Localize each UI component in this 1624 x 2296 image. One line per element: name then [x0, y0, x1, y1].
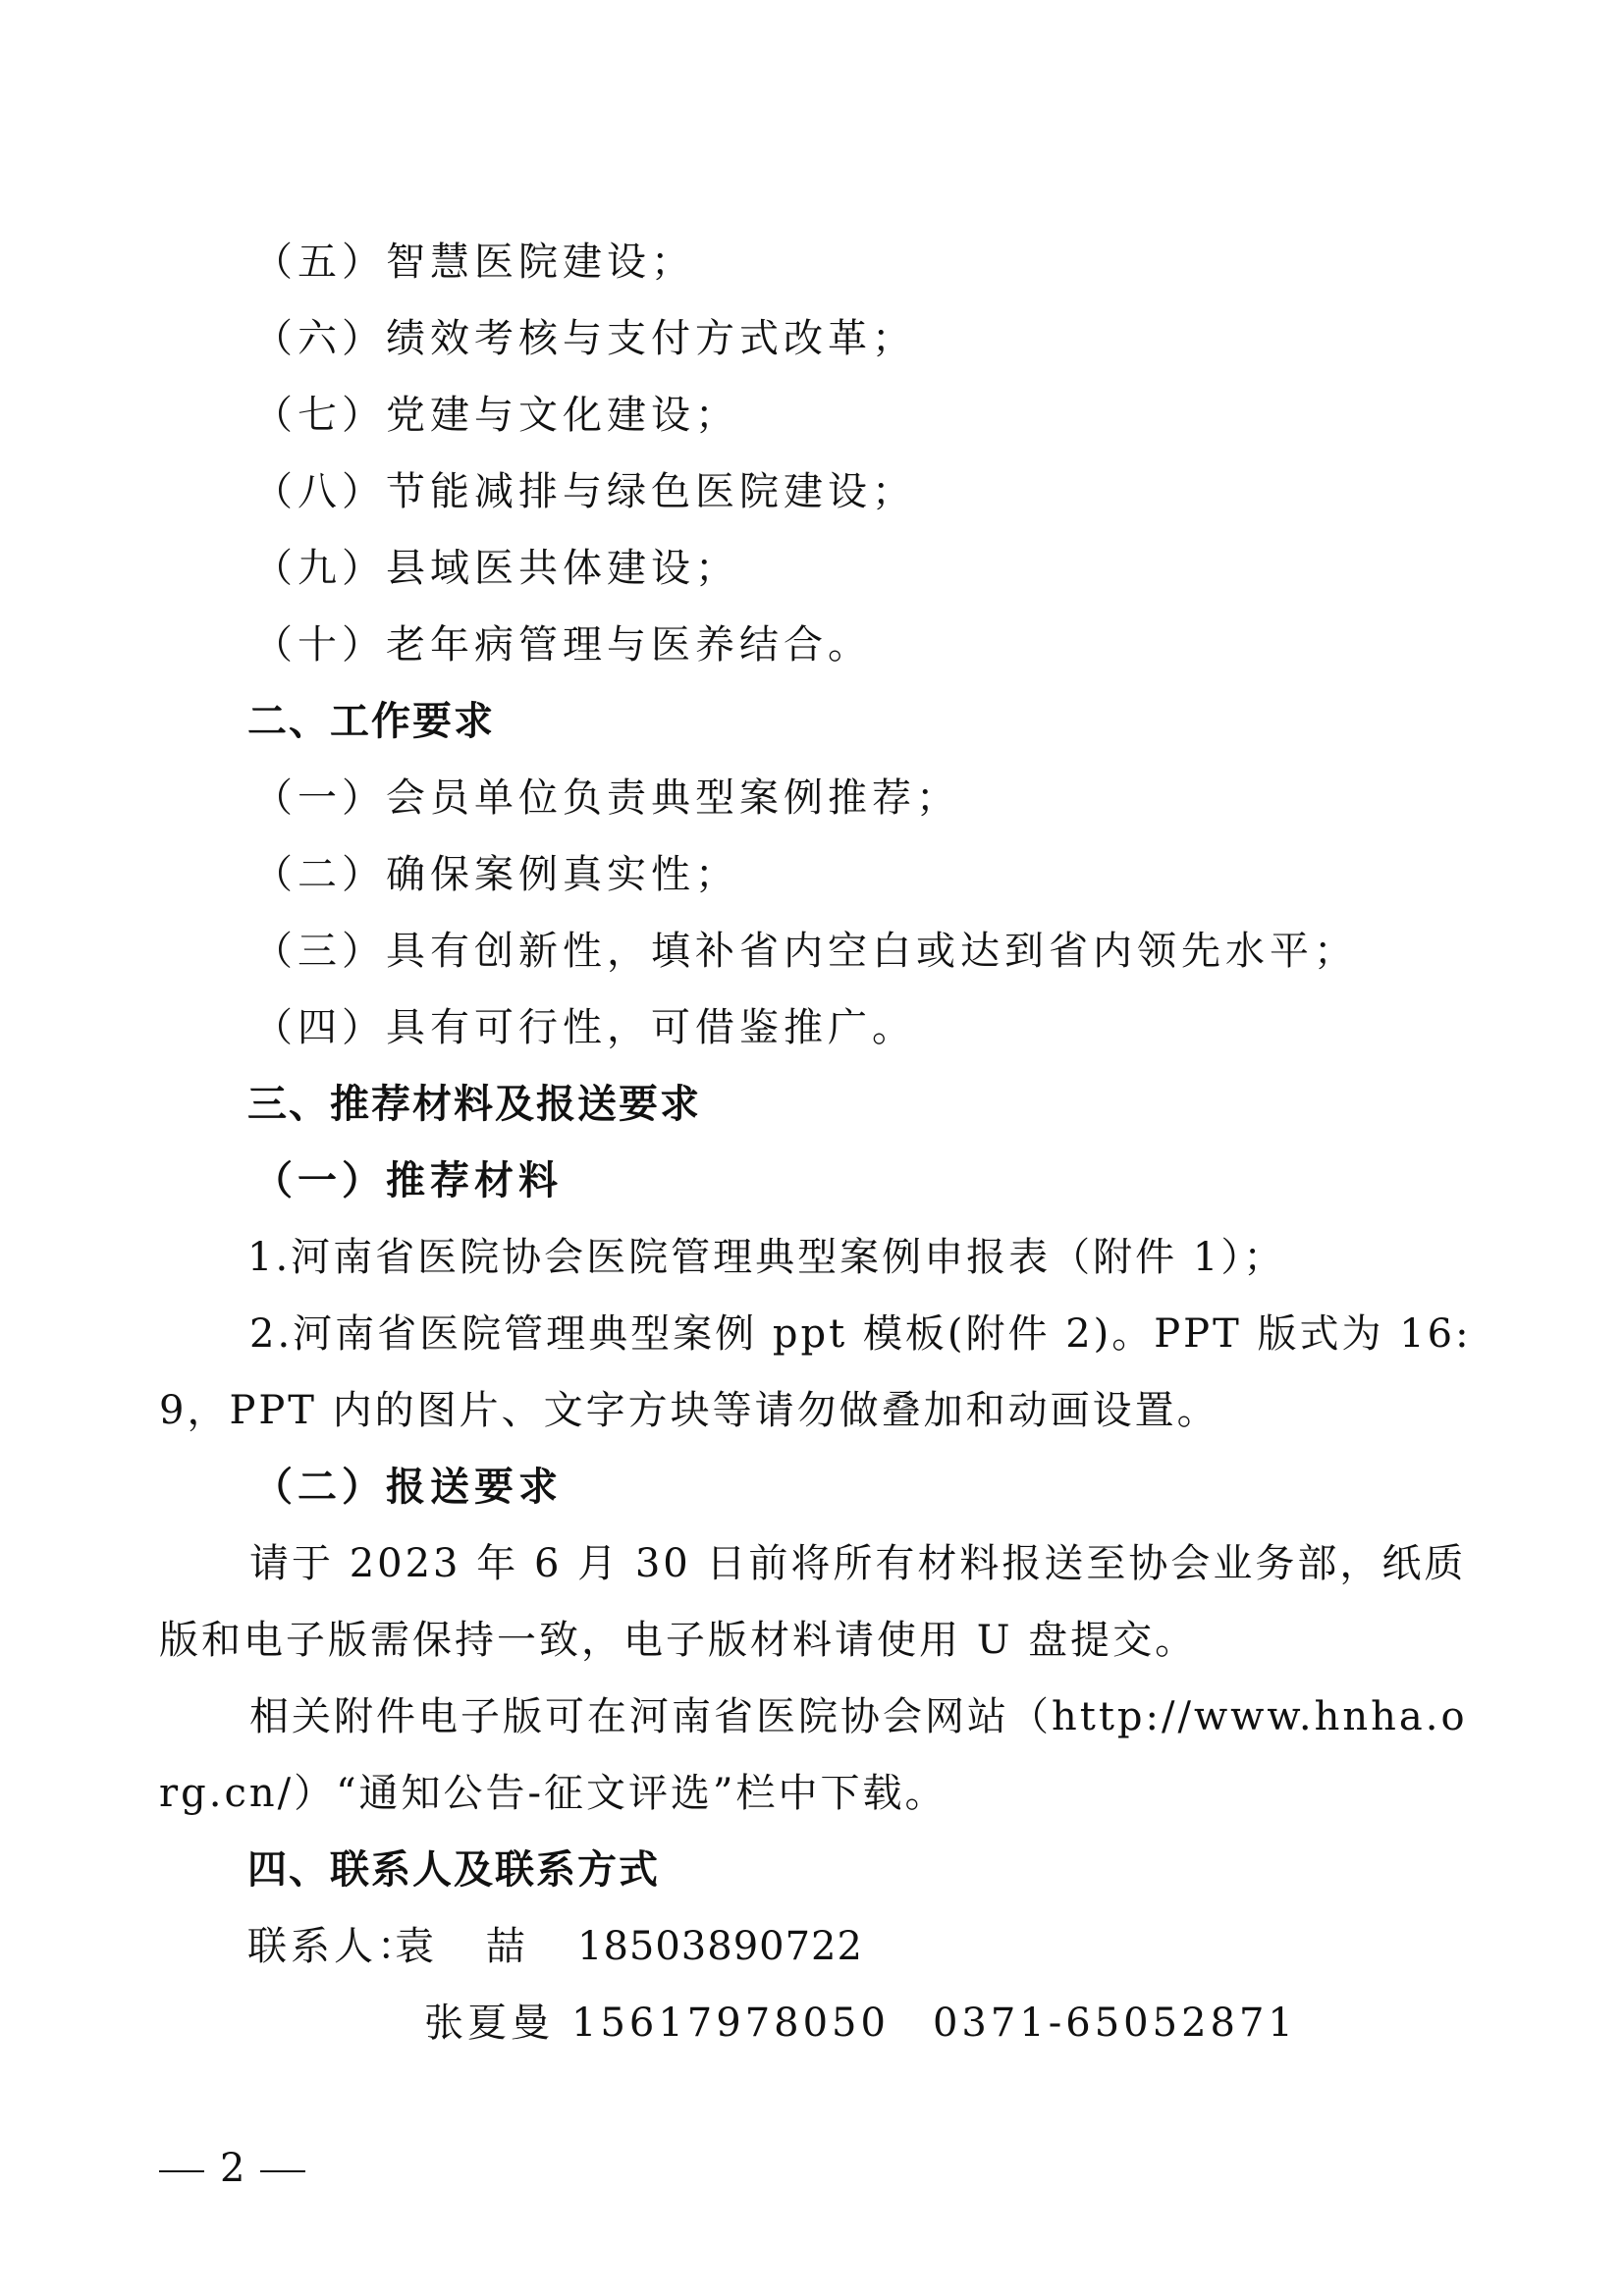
list-item: （四）具有可行性，可借鉴推广。 [253, 1005, 916, 1050]
page-number [159, 2130, 305, 2207]
contact-landline: 0371-65052871 [932, 2001, 1297, 2046]
list-item: （九）县域医共体建设； [253, 546, 739, 591]
material-item-2: 2.河南省医院管理典型案例 ppt 模板(附件 2)。PPT 版式为 16:9，PPT 内的图片、文字方块等请勿做叠加和动画设置。 [159, 1311, 1472, 1433]
dash-right [260, 2170, 305, 2172]
submission-paragraph: 请于 2023 年 6 月 30 日前将所有材料报送至协会业务部，纸质版和电子版需保持一致，电子版材料请使用 U 盘提交。 [159, 1541, 1467, 1663]
list-item: （五）智慧医院建设； [253, 240, 695, 285]
section-heading-work-requirements: 二、工作要求 [247, 699, 495, 744]
list-item: （六）绩效考核与支付方式改革； [253, 316, 916, 361]
page-number-value: 2 [220, 2146, 245, 2191]
sub-heading-submission: （二）报送要求 [253, 1464, 563, 1510]
contact-name: 袁 喆 [395, 1924, 545, 1969]
material-item-1: 1.河南省医院协会医院管理典型案例申报表（附件 1）； [247, 1235, 1286, 1280]
section-heading-contacts: 四、联系人及联系方式 [247, 1847, 660, 1893]
contact-label: 联系人： [247, 1924, 420, 1969]
sub-heading-recommended-materials: （一）推荐材料 [253, 1157, 563, 1203]
list-item: （二）确保案例真实性； [253, 852, 739, 897]
list-item: （七）党建与文化建设； [253, 393, 739, 438]
list-item: （八）节能减排与绿色医院建设； [253, 469, 916, 514]
contact-phone: 15617978050 [571, 2001, 890, 2046]
list-item: （三）具有创新性，填补省内空白或达到省内领先水平； [253, 929, 1358, 974]
list-item: （十）老年病管理与医养结合。 [253, 622, 872, 667]
list-item: （一）会员单位负责典型案例推荐； [253, 775, 960, 821]
contact-name: 张夏曼 [424, 2001, 554, 2046]
section-heading-materials: 三、推荐材料及报送要求 [247, 1082, 701, 1127]
contact-row-1 [247, 1908, 863, 1985]
contact-row-2 [424, 1985, 1297, 2061]
download-paragraph: 相关附件电子版可在河南省医院协会网站（http://www.hnha.org.cn/）“通知公告-征文评选”栏中下载。 [159, 1694, 1468, 1816]
contact-phone: 18503890722 [577, 1924, 863, 1969]
dash-left [159, 2170, 204, 2172]
